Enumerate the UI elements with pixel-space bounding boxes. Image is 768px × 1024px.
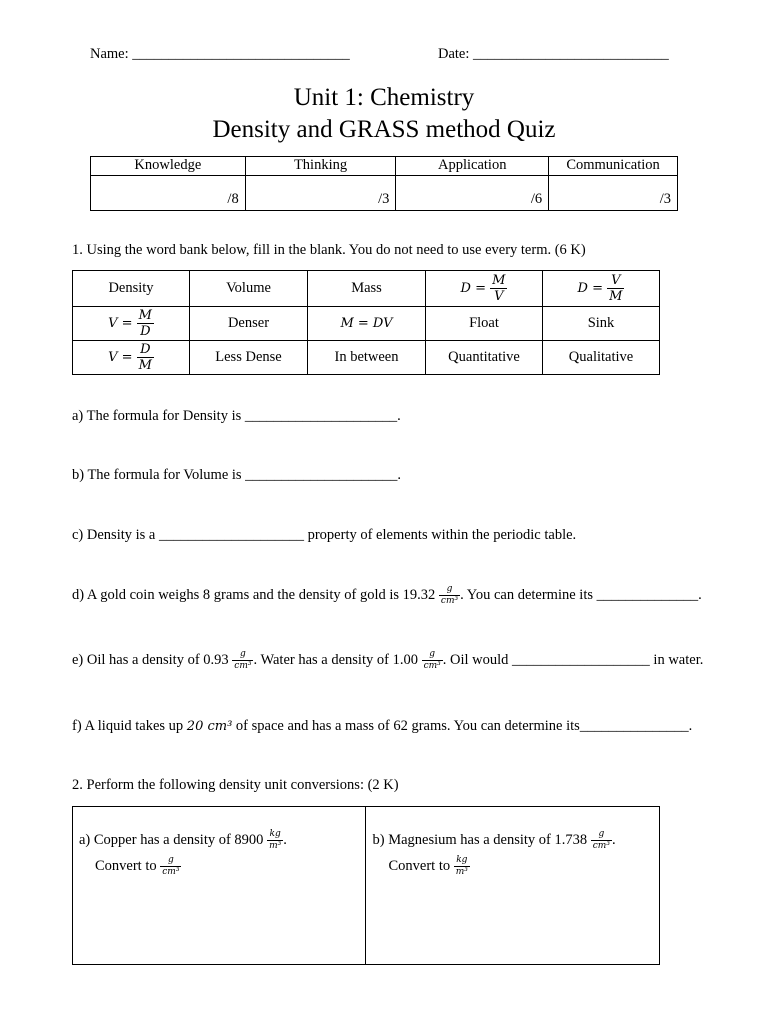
marks-score-application: /6 bbox=[396, 176, 549, 211]
question-1e: e) Oil has a density of 0.93 $\frac{g}{\text{cm³}}$ . Water has a density of 1.00 $\frac{g}{\text{cm³}}$ . Oil would ___________________ in water. bbox=[72, 649, 704, 671]
word-bank-term: Less Dense bbox=[190, 341, 308, 375]
marks-header-thinking: Thinking bbox=[245, 157, 396, 176]
marks-header-knowledge: Knowledge bbox=[91, 157, 246, 176]
word-bank-term: Float bbox=[426, 307, 543, 341]
word-bank-formula: D = $\frac{V}{M}$ bbox=[543, 271, 660, 307]
marks-header-application: Application bbox=[396, 157, 549, 176]
word-bank-term: Volume bbox=[190, 271, 308, 307]
marks-score-knowledge: /8 bbox=[91, 176, 246, 211]
question-1b: b) The formula for Volume is _____________________. bbox=[72, 467, 402, 483]
word-bank-term: Mass bbox=[308, 271, 426, 307]
word-bank-formula: V = $\frac{M}{D}$ bbox=[73, 307, 190, 341]
date-field-label: Date: ___________________________ bbox=[438, 46, 669, 62]
conversion-table bbox=[72, 806, 660, 965]
marks-table bbox=[90, 156, 678, 211]
word-bank-term: In between bbox=[308, 341, 426, 375]
page-title-unit: Unit 1: Chemistry bbox=[293, 84, 475, 111]
word-bank-formula: M = DV bbox=[308, 307, 426, 341]
question-1f: f) A liquid takes up 20 cm³ of space and has a mass of 62 grams. You can determine its_______________. bbox=[72, 718, 693, 734]
question-1a: a) The formula for Density is _____________________. bbox=[72, 408, 401, 424]
word-bank-term: Denser bbox=[190, 307, 308, 341]
question-1c: c) Density is a ____________________ property of elements within the periodic table. bbox=[72, 527, 577, 543]
word-bank-formula: D = $\frac{M}{V}$ bbox=[426, 271, 543, 307]
question-1-prompt: 1. Using the word bank below, fill in the blank. You do not need to use every term. (6 K) bbox=[72, 242, 586, 258]
word-bank-term: Quantitative bbox=[426, 341, 543, 375]
marks-header-communication: Communication bbox=[549, 157, 678, 176]
word-bank-term: Qualitative bbox=[543, 341, 660, 375]
word-bank-table bbox=[72, 270, 660, 375]
word-bank-term: Density bbox=[73, 271, 190, 307]
question-1d: d) A gold coin weighs 8 grams and the density of gold is 19.32 $\frac{g}{\text{cm³}}$ . You can determine its ______________. bbox=[72, 584, 702, 606]
conversion-cell-magnesium: b) Magnesium has a density of 1.738 $\frac{g}{\text{cm³}}$ . Convert to $\frac{kg}{\text{m³}}$ bbox=[366, 807, 660, 965]
marks-score-thinking: /3 bbox=[245, 176, 396, 211]
page-title-quiz: Density and GRASS method Quiz bbox=[212, 116, 556, 143]
name-field-label: Name: ______________________________ bbox=[90, 46, 350, 62]
question-2-prompt: 2. Perform the following density unit conversions: (2 K) bbox=[72, 777, 399, 793]
word-bank-formula: V = $\frac{D}{M}$ bbox=[73, 341, 190, 375]
marks-score-communication: /3 bbox=[549, 176, 678, 211]
conversion-cell-copper: a) Copper has a density of 8900 $\frac{kg}{\text{m³}}$ . Convert to $\frac{g}{\text{cm³}}$ bbox=[73, 807, 366, 965]
word-bank-term: Sink bbox=[543, 307, 660, 341]
